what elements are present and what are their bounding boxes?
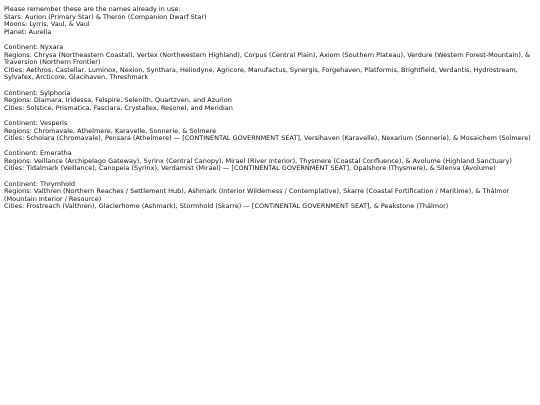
continent-cities: Cities: Tidalmark (Veillance), Canopeia (Syrinx), Verdamist (Mirael) — [CONTINENTAL GOVERNMENT SEAT], Opalshore (Thysmere), & Silenva (Avolume)	[4, 164, 496, 173]
moons-line: Moons: Lyrris, Vaul, & Vaul	[4, 20, 90, 29]
continent-regions: Regions: Chromavale, Athelmere, Karavelle, Sonnerie, & Solmere	[4, 126, 217, 135]
continent-regions: Regions: Veillance (Archipelago Gateway), Syrinx (Central Canopy), Mirael (River Interior), Thysmere (Coastal Confluence), & Avolume (Highland Sanctuary)	[4, 156, 512, 165]
continent-cities: Cities: Aethros, Castellar, Luminox, Nexion, Synthara, Heliodyne, Agricore, Manufactus, Synergis, Forgehaven, Platformis, Brightfield, Verdantis, Hydrostream, Sylvafex, Arcticore, Glacihaven, Threshmark	[4, 65, 518, 82]
continent-block-emeratha	[4, 150, 536, 173]
continent-block-sylphoria	[4, 90, 536, 113]
stars-line: Stars: Aurion (Primary Star) & Theron (Companion Dwarf Star)	[4, 12, 207, 21]
continent-regions: Regions: Valthren (Northern Reaches / Settlement Hub), Ashmark (Interior Wilderness / Contemplative), Skarre (Coastal Fortification / Maritime), & Thálmor (Mountain Interior / Resource)	[4, 187, 510, 203]
continent-heading: Continent: Emeratha	[4, 149, 72, 158]
continent-regions: Regions: Diamara, Iridessa, Felspire, Selenith, Quartzven, and Azurion	[4, 96, 232, 105]
continent-cities: Cities: Frostreach (Valthren), Glacierhome (Ashmark), Stormhold (Skarre) — [CONTINENTAL GOVERNMENT SEAT], & Peakstone (Thálmor)	[4, 202, 449, 211]
intro-block	[4, 6, 536, 36]
continent-cities: Cities: Scholara (Chromavale), Pensara (Athelmere) — [CONTINENTAL GOVERNMENT SEAT], Versihaven (Karavelle), Nexarium (Sonnerie), & Mosaichem (Solmere)	[4, 134, 531, 143]
continent-block-nyxara	[4, 44, 536, 82]
continent-regions: Regions: Chrysa (Northeastern Coastal), Vertex (Northwestern Highland), Corpus (Central Plain), Axiom (Southern Plateau), Verdure (Western Forest-Mountain), & Traversion (Northern Frontier)	[4, 50, 531, 67]
continent-heading: Continent: Vesperis	[4, 118, 68, 127]
planet-line: Planet: Aurelia	[4, 27, 52, 36]
continent-heading: Continent: Sylphoria	[4, 88, 71, 97]
continent-block-vesperis	[4, 120, 536, 143]
continent-heading: Continent: Nyxara	[4, 42, 64, 51]
intro-line: Please remember these are the names already in use:	[4, 5, 181, 13]
continent-block-thrymhold	[4, 181, 536, 211]
continent-cities: Cities: Solstice, Prismatica, Fasciara, Crystallex, Resonel, and Meridian	[4, 103, 233, 112]
continent-heading: Continent: Thrymhold	[4, 179, 76, 188]
